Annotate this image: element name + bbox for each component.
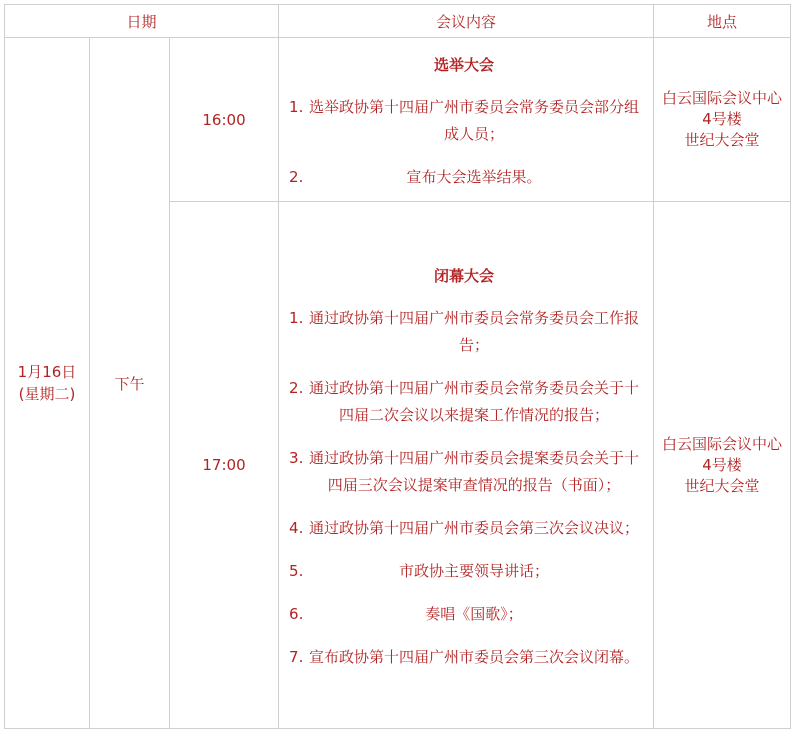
place-line: 世纪大会堂	[684, 476, 760, 495]
place-line: 世纪大会堂	[684, 131, 760, 149]
place-line: 4号楼	[702, 110, 742, 128]
item-text: 通过政协第十四届广州市委员会提案委员会关于十四届三次会议提案审查情况的报告（书面）；	[309, 449, 640, 494]
session-row	[5, 38, 791, 202]
session-title: 闭幕大会	[434, 267, 495, 285]
session-title: 选举大会	[434, 56, 495, 74]
item-number: 3.	[289, 449, 304, 467]
item-number: 2.	[289, 379, 304, 397]
place-line: 白云国际会议中心	[662, 89, 783, 107]
agenda-list	[289, 94, 639, 191]
period-cell: 下午	[90, 38, 170, 729]
agenda-item	[289, 164, 639, 191]
agenda-item	[289, 94, 639, 148]
place-line: 白云国际会议中心	[662, 434, 783, 453]
item-number: 4.	[289, 519, 304, 537]
weekday-text: (星期二)	[18, 385, 76, 403]
header-date: 日期	[5, 5, 279, 38]
agenda-item	[289, 375, 639, 429]
agenda-item	[289, 601, 639, 628]
place-line: 4号楼	[702, 455, 742, 474]
agenda-list	[289, 305, 639, 671]
item-number: 6.	[289, 605, 304, 623]
time-cell: 17:00	[170, 202, 279, 729]
date-text: 1月16日	[17, 363, 77, 381]
item-text: 市政协主要领导讲话；	[399, 562, 550, 580]
date-cell	[5, 38, 90, 729]
item-text: 选举政协第十四届广州市委员会常务委员会部分组成人员；	[309, 98, 640, 143]
schedule-table	[4, 4, 791, 729]
agenda-item	[289, 515, 639, 542]
agenda-item	[289, 644, 639, 671]
item-number: 5.	[289, 562, 304, 580]
item-text: 宣布大会选举结果。	[406, 168, 542, 186]
item-number: 1.	[289, 309, 304, 327]
agenda-item	[289, 305, 639, 359]
item-number: 7.	[289, 648, 304, 666]
place-cell	[654, 202, 791, 729]
header-content: 会议内容	[279, 5, 654, 38]
item-text: 通过政协第十四届广州市委员会常务委员会工作报告；	[309, 309, 640, 354]
item-text: 奏唱《国歌》；	[425, 605, 523, 623]
content-cell	[279, 38, 654, 202]
header-place: 地点	[654, 5, 791, 38]
item-number: 2.	[289, 168, 304, 186]
time-cell: 16:00	[170, 38, 279, 202]
item-text: 通过政协第十四届广州市委员会第三次会议决议；	[309, 519, 640, 537]
agenda-item	[289, 445, 639, 499]
agenda-item	[289, 558, 639, 585]
item-number: 1.	[289, 98, 304, 116]
content-cell	[279, 202, 654, 729]
item-text: 通过政协第十四届广州市委员会常务委员会关于十四届二次会议以来提案工作情况的报告；	[309, 379, 640, 424]
item-text: 宣布政协第十四届广州市委员会第三次会议闭幕。	[309, 648, 640, 666]
header-row	[5, 5, 791, 38]
place-cell	[654, 38, 791, 202]
